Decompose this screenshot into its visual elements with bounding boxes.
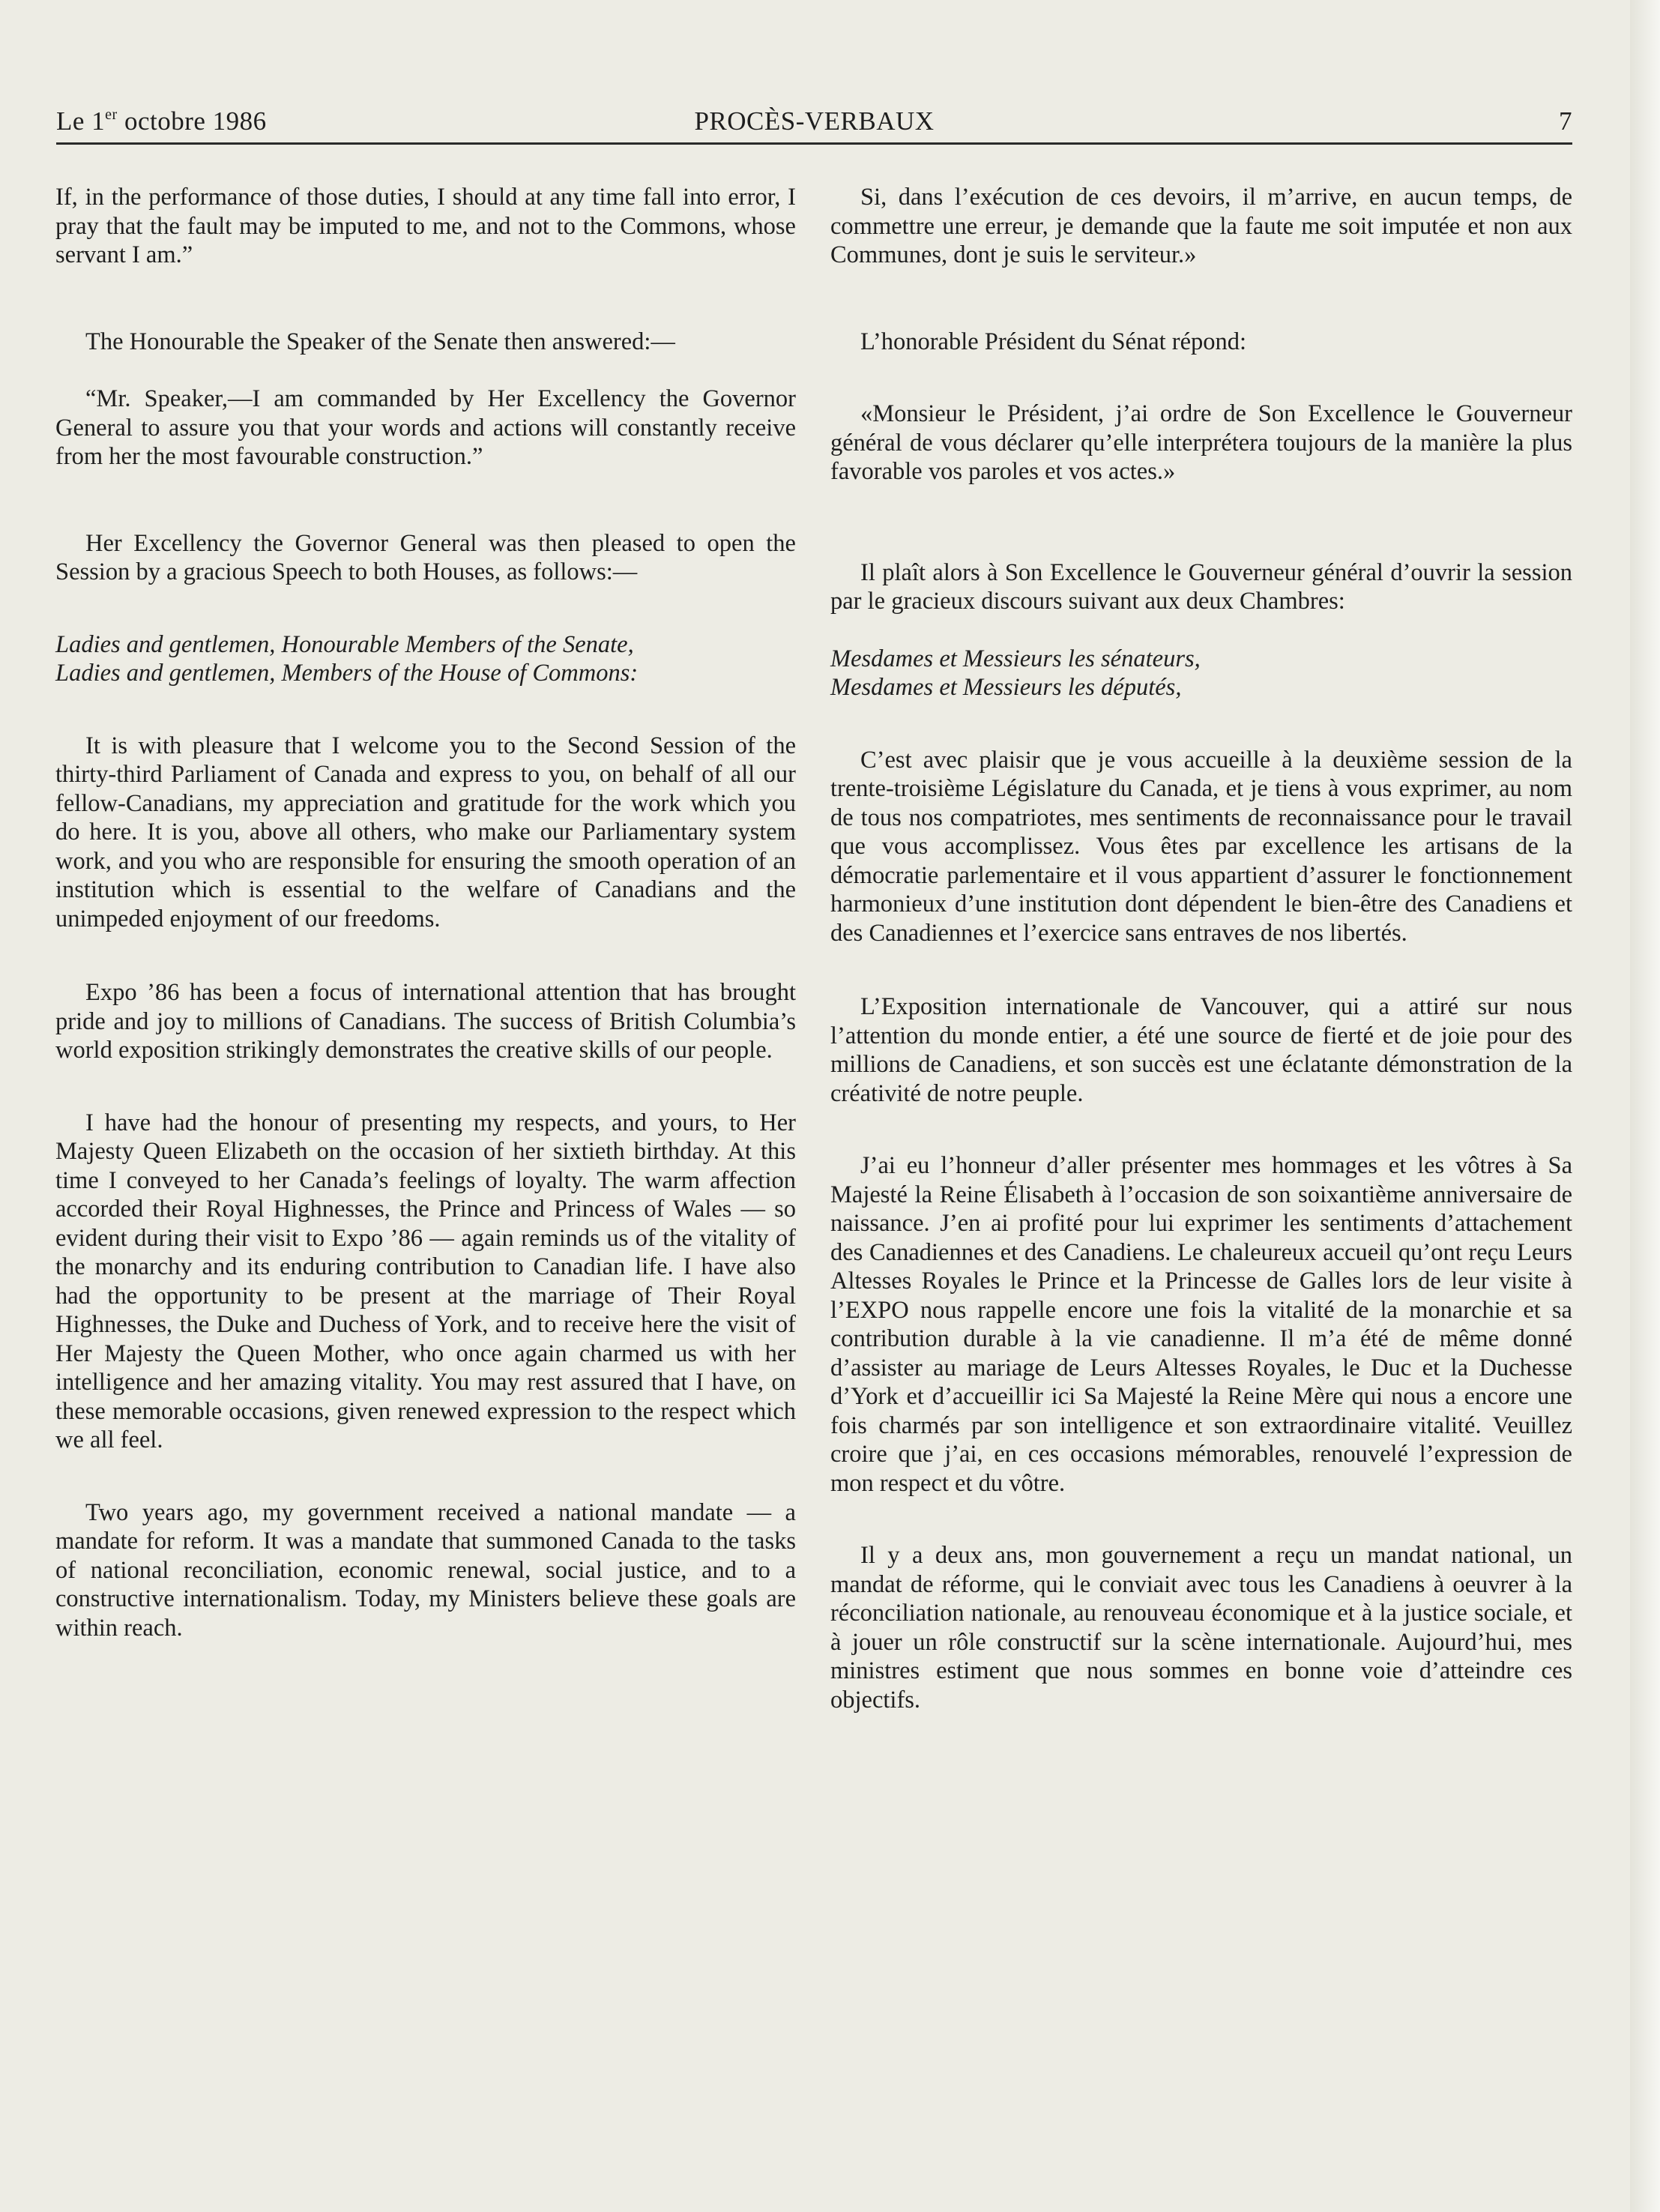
fr-paragraph-2: L’honorable Président du Sénat répond: — [860, 328, 1247, 355]
fr-paragraph-4: Il plaît alors à Son Excellence le Gouverneur général d’ouvrir la session par le gracieux discours suivant aux deux Chambres: — [830, 558, 1572, 615]
header-date-sup: er — [105, 106, 118, 123]
fr-paragraph-8: Il y a deux ans, mon gouvernement a reçu un mandat national, un mandat de réforme, qui le conviait avec tous les Canadiens à oeuvrer à la réconciliation nationale, au renouveau économique et à la justice sociale, et à jouer un rôle constructif sur la scène internationale. Aujourd’hui, mes ministres estiment que nous sommes en bonne voie d’atteindre ces objectifs. — [830, 1542, 1572, 1714]
en-paragraph-8: Two years ago, my government received a national mandate — a mandate for reform. It was a mandate that summoned Canada to the tasks of national reconciliation, economic renewal, social justice, and to a constructive internationalism. Today, my Ministers believe these goals are within reach. — [55, 1498, 796, 1642]
en-paragraph-4: Her Excellency the Governor General was then pleased to open the Session by a gracious Speech to both Houses, as follows:— — [55, 529, 796, 585]
en-paragraph-2: The Honourable the Speaker of the Senate then answered:— — [85, 328, 675, 355]
header-title: PROCÈS-VERBAUX — [694, 106, 935, 136]
page-number: 7 — [1559, 106, 1572, 136]
en-paragraph-1: If, in the performance of those duties, I should at any time fall into error, I pray that the fault may be imputed to me, and not to the Commons, whose servant I am.” — [55, 184, 796, 268]
page-header — [56, 105, 1572, 145]
en-salutation-2: Ladies and gentlemen, Members of the House of Commons: — [55, 660, 639, 687]
header-date-prefix: Le 1 — [56, 106, 106, 136]
en-paragraph-5: It is with pleasure that I welcome you to the Second Session of the thirty-third Parliament of Canada and express to you, on behalf of all our fellow-Canadians, my appreciation and gratitude for the work which you do here. It is you, above all others, who make our Parliamentary system work, and you who are responsible for ensuring the smooth operation of an institution which is essential to the welfare of Canadians and the unimpeded enjoyment of our freedoms. — [55, 732, 796, 932]
en-paragraph-6: Expo ’86 has been a focus of international attention that has brought pride and joy to millions of Canadians. The success of British Columbia’s world exposition strikingly demonstrates the creative skills of our people. — [55, 979, 796, 1064]
fr-paragraph-6: L’Exposition internationale de Vancouver, qui a attiré sur nous l’attention du monde entier, a été une source de fierté et de joie pour des millions de Canadiens, et son succès est une éclatante démonstration de la créativité de notre peuple. — [830, 993, 1572, 1107]
english-column — [55, 183, 796, 1642]
en-paragraph-3: “Mr. Speaker,—I am commanded by Her Excellency the Governor General to assure you that your words and actions will constantly receive from her the most favourable construction.” — [55, 385, 796, 470]
fr-paragraph-3: «Monsieur le Président, j’ai ordre de Son Excellence le Gouverneur général de vous déclarer qu’elle interprétera toujours de la manière la plus favorable vos paroles et vos actes.» — [830, 400, 1572, 485]
en-paragraph-7: I have had the honour of presenting my respects, and yours, to Her Majesty Queen Elizabeth on the occasion of her sixtieth birthday. At this time I conveyed to her Canada’s feelings of loyalty. The warm affection accorded their Royal Highnesses, the Prince and Princess of Wales — so evident during their visit to Expo ’86 — again reminds us of the vitality of the monarchy and its enduring contribution to Canadian life. I have also had the opportunity to be present at the marriage of Their Royal Highnesses, the Duke and Duchess of York, and to receive here the visit of Her Majesty the Queen Mother, who once again charmed us with her intelligence and her amazing vitality. You may rest assured that I have, on these memorable occasions, given renewed expression to the respect which we all feel. — [55, 1109, 796, 1453]
fr-paragraph-7: J’ai eu l’honneur d’aller présenter mes hommages et les vôtres à Sa Majesté la Reine Élisabeth à l’occasion de son soixantième anniversaire de naissance. J’en ai profité pour lui exprimer les sentiments d’attachement des Canadiennes et des Canadiens. Le chaleureux accueil qu’ont reçu Leurs Altesses Royales le Prince et la Princesse de Galles lors de leur visite à l’EXPO nous rappelle encore une fois la vitalité de la monarchie et sa contribution durable à la vie canadienne. Il m’a été de même donné d’assister au mariage de Leurs Altesses Royales, le Duc et la Duchesse d’York et d’accueillir ici Sa Majesté la Reine Mère qui nous a encore une fois charmés par son intelligence et son extraordinaire vitalité. Veuillez croire que j’ai, en ces occasions mémorables, renouvelé l’expression de mon respect et du vôtre. — [830, 1152, 1572, 1497]
en-salutation-1: Ladies and gentlemen, Honourable Members of the Senate, — [55, 630, 634, 658]
page-edge — [1630, 0, 1660, 2212]
fr-paragraph-5: C’est avec plaisir que je vous accueille à la deuxième session de la trente-troisième Législature du Canada, et je tiens à vous exprimer, au nom de tous nos compatriotes, mes sentiments de reconnaissance pour le travail que vous accomplissez. Vous êtes par excellence les artisans de la démocratie parlementaire et il vous appartient d’assurer le fonctionnement harmonieux d’une institution dont dépendent le bien-être des Canadiens et des Canadiennes et l’exercice sans entraves de nos libertés. — [830, 746, 1572, 947]
fr-salutation-2: Mesdames et Messieurs les députés, — [830, 674, 1182, 701]
fr-paragraph-1: Si, dans l’exécution de ces devoirs, il m’arrive, en aucun temps, de commettre une erreur, je demande que la faute me soit imputée et non aux Communes, dont je suis le serviteur.» — [830, 184, 1572, 268]
header-date-suffix: octobre 1986 — [117, 106, 267, 136]
french-column — [830, 183, 1572, 1714]
fr-salutation-1: Mesdames et Messieurs les sénateurs, — [830, 645, 1201, 672]
